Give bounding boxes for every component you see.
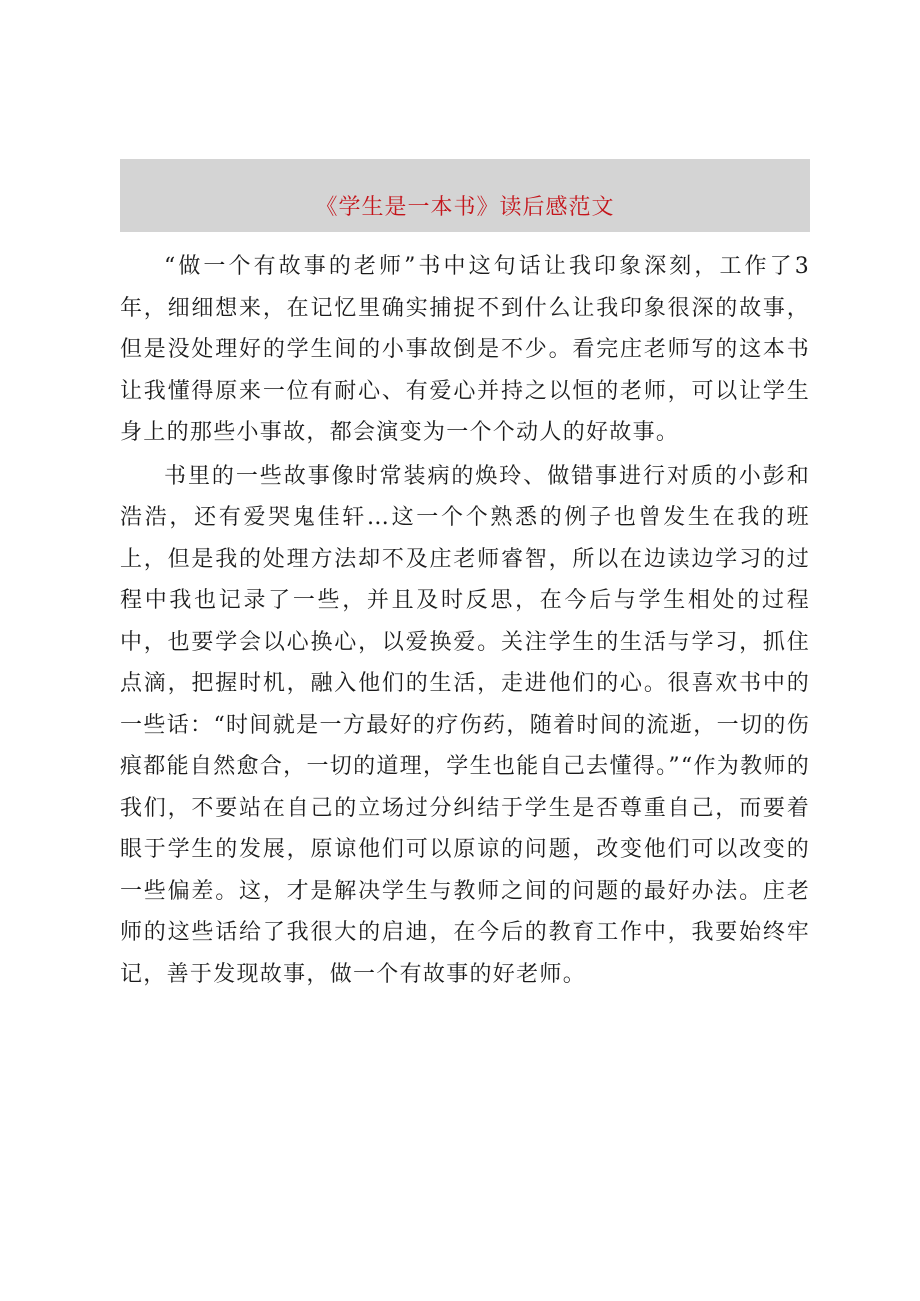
document-title: 《学生是一本书》读后感范文 [315,195,615,220]
paragraph-1: “做一个有故事的老师”书中这句话让我印象深刻，工作了3年，细细想来，在记忆里确实捕捉不到什么让我印象很深的故事，但是没处理好的学生间的小事故倒是不少。看完庄老师写的这本书让我懂得原来一位有耐心、有爱心并持之以恒的老师，可以让学生身上的那些小事故，都会演变为一个个动人的好故事。 [120,254,810,445]
document-body [120,246,810,997]
title-band [120,159,810,232]
paragraph-2: 书里的一些故事像时常装病的焕玲、做错事进行对质的小彭和浩浩，还有爱哭鬼佳轩…这一个个熟悉的例子也曾发生在我的班上，但是我的处理方法却不及庄老师睿智，所以在边读边学习的过程中我也记录了一些，并且及时反思，在今后与学生相处的过程中，也要学会以心换心，以爱换爱。关注学生的生活与学习，抓住点滴，把握时机，融入他们的生活，走进他们的心。很喜欢书中的一些话：“时间就是一方最好的疗伤药，随着时间的流逝，一切的伤痕都能自然愈合，一切的道理，学生也能自己去懂得。”“作为教师的我们，不要站在自己的立场过分纠结于学生是否尊重自己，而要着眼于学生的发展，原谅他们可以原谅的问题，改变他们可以改变的一些偏差。这，才是解决学生与教师之间的问题的最好办法。庄老师的这些话给了我很大的启迪，在今后的教育工作中，我要始终牢记，善于发现故事，做一个有故事的好老师。 [120,463,810,987]
